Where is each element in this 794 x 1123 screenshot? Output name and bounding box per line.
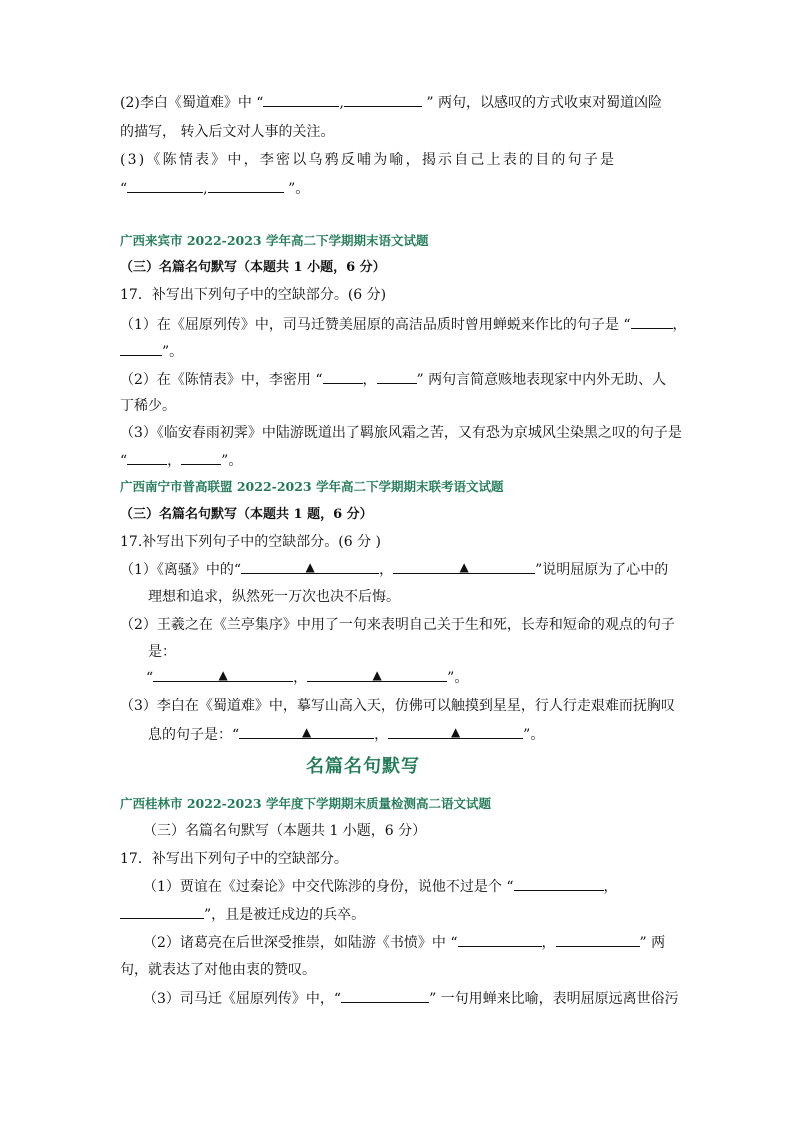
s4-q2-line2: 句，就表达了对他由衷的赞叹。 bbox=[120, 962, 316, 978]
s4-q3-line1: （3）司马迁《屈原列传》中，“ ” 一句用蝉来比喻，表明屈原远离世俗污 bbox=[143, 988, 679, 1009]
s1-q3-line1: (3)《陈情表》中，李密以乌鸦反哺为喻，揭示自己上表的目的句子是 bbox=[120, 152, 617, 168]
s4-section-title: （三）名篇名句默写（本题共 1 小题，6 分） bbox=[143, 823, 427, 839]
answer-blank[interactable] bbox=[120, 341, 162, 356]
s3-q2-line2: 是： bbox=[148, 644, 176, 660]
s3-header: 广西南宁市普高联盟 2022-2023 学年高二下学期期末联考语文试题 bbox=[120, 479, 504, 494]
answer-blank[interactable] bbox=[341, 988, 429, 1003]
answer-blank[interactable] bbox=[239, 724, 374, 739]
answer-blank[interactable] bbox=[241, 559, 379, 574]
s4-header: 广西桂林市 2022-2023 学年度下学期期末质量检测高二语文试题 bbox=[120, 796, 491, 811]
answer-blank[interactable] bbox=[631, 314, 673, 329]
answer-blank[interactable] bbox=[344, 92, 422, 107]
triangle-mark-icon: ▲ bbox=[372, 668, 382, 682]
answer-blank[interactable] bbox=[556, 932, 640, 947]
answer-blank[interactable] bbox=[323, 369, 363, 384]
answer-blank[interactable] bbox=[307, 667, 447, 682]
s4-q17: 17．补写出下列句子中的空缺部分。 bbox=[120, 851, 348, 867]
answer-blank[interactable] bbox=[514, 876, 604, 891]
triangle-mark-icon: ▲ bbox=[451, 725, 461, 739]
answer-blank[interactable] bbox=[458, 932, 542, 947]
s3-q17: 17.补写出下列句子中的空缺部分。(6 分 ) bbox=[120, 534, 381, 550]
answer-blank[interactable] bbox=[208, 178, 284, 193]
s4-q1-line2: ”，且是被迁戍边的兵卒。 bbox=[120, 904, 365, 925]
s3-q3-line1: （3）李白在《蜀道难》中，摹写山高入天，仿佛可以触摸到星星，行人行走艰难而抚胸叹 bbox=[120, 698, 675, 714]
s3-section-title: （三）名篇名句默写（本题共 1 题，6 分） bbox=[120, 507, 373, 522]
s3-q1-line2: 理想和追求，纵然死一万次也决不后悔。 bbox=[148, 589, 400, 605]
s2-q1-line2: ”。 bbox=[120, 341, 183, 362]
s2-q3-line1: （3）《临安春雨初霁》中陆游既道出了羁旅风霜之苦，又有恐为京城风尘染黑之叹的句子是 bbox=[120, 425, 682, 441]
triangle-mark-icon: ▲ bbox=[459, 560, 469, 574]
s3-q1-line1: （1）《离骚》中的“ ▲ ， ▲ ”说明屈原为了心中的 bbox=[120, 559, 668, 580]
s2-q2-line1: （2）在《陈情表》中，李密用 “ ， ” 两句言简意赅地表现家中内外无助、人 bbox=[120, 369, 666, 390]
answer-blank[interactable] bbox=[377, 369, 417, 384]
answer-blank[interactable] bbox=[153, 667, 293, 682]
s2-q1-line1: （1）在《屈原列传》中，司马迁赞美屈原的高洁品质时曾用蝉蜕来作比的句子是 “ ， bbox=[120, 314, 687, 335]
s3-q2-line3: “ ▲ ， ▲ ”。 bbox=[146, 667, 468, 688]
answer-blank[interactable] bbox=[127, 450, 167, 465]
answer-blank[interactable] bbox=[127, 178, 203, 193]
triangle-mark-icon: ▲ bbox=[302, 725, 312, 739]
answer-blank[interactable] bbox=[120, 904, 204, 919]
s3-q3-line2: 息的句子是：“ ▲ ， ▲ ”。 bbox=[148, 724, 544, 745]
s1-q3-line2: “ , ”。 bbox=[120, 178, 309, 199]
s4-q1-line1: （1）贾谊在《过秦论》中交代陈涉的身份，说他不过是个 “ ， bbox=[143, 876, 618, 897]
triangle-mark-icon: ▲ bbox=[305, 560, 315, 574]
triangle-mark-icon: ▲ bbox=[218, 668, 228, 682]
s2-q17: 17．补写出下列句子中的空缺部分。(6 分) bbox=[120, 287, 387, 303]
s1-q2-line1: (2)李白《蜀道难》中 “ , ” 两句，以感叹的方式收束对蜀道凶险 bbox=[120, 92, 662, 113]
s4-q2-line1: （2）诸葛亮在后世深受推崇，如陆游《书愤》中 “ ， ” 两 bbox=[143, 932, 665, 953]
page-title: 名篇名句默写 bbox=[306, 756, 420, 777]
s2-q3-line2: “ ， ”。 bbox=[120, 450, 242, 471]
s1-q2-line2: 的描写， 转入后文对人事的关注。 bbox=[120, 124, 335, 140]
answer-blank[interactable] bbox=[181, 450, 221, 465]
answer-blank[interactable] bbox=[263, 92, 339, 107]
s2-header: 广西来宾市 2022-2023 学年高二下学期期末语文试题 bbox=[120, 233, 429, 248]
s2-section-title: （三）名篇名句默写（本题共 1 小题，6 分） bbox=[120, 260, 386, 275]
s3-q2-line1: （2）王羲之在《兰亭集序》中用了一句来表明自己关于生和死，长寿和短命的观点的句子 bbox=[120, 617, 675, 633]
s2-q2-line2: 丁稀少。 bbox=[120, 398, 176, 414]
answer-blank[interactable] bbox=[393, 559, 535, 574]
answer-blank[interactable] bbox=[388, 724, 523, 739]
